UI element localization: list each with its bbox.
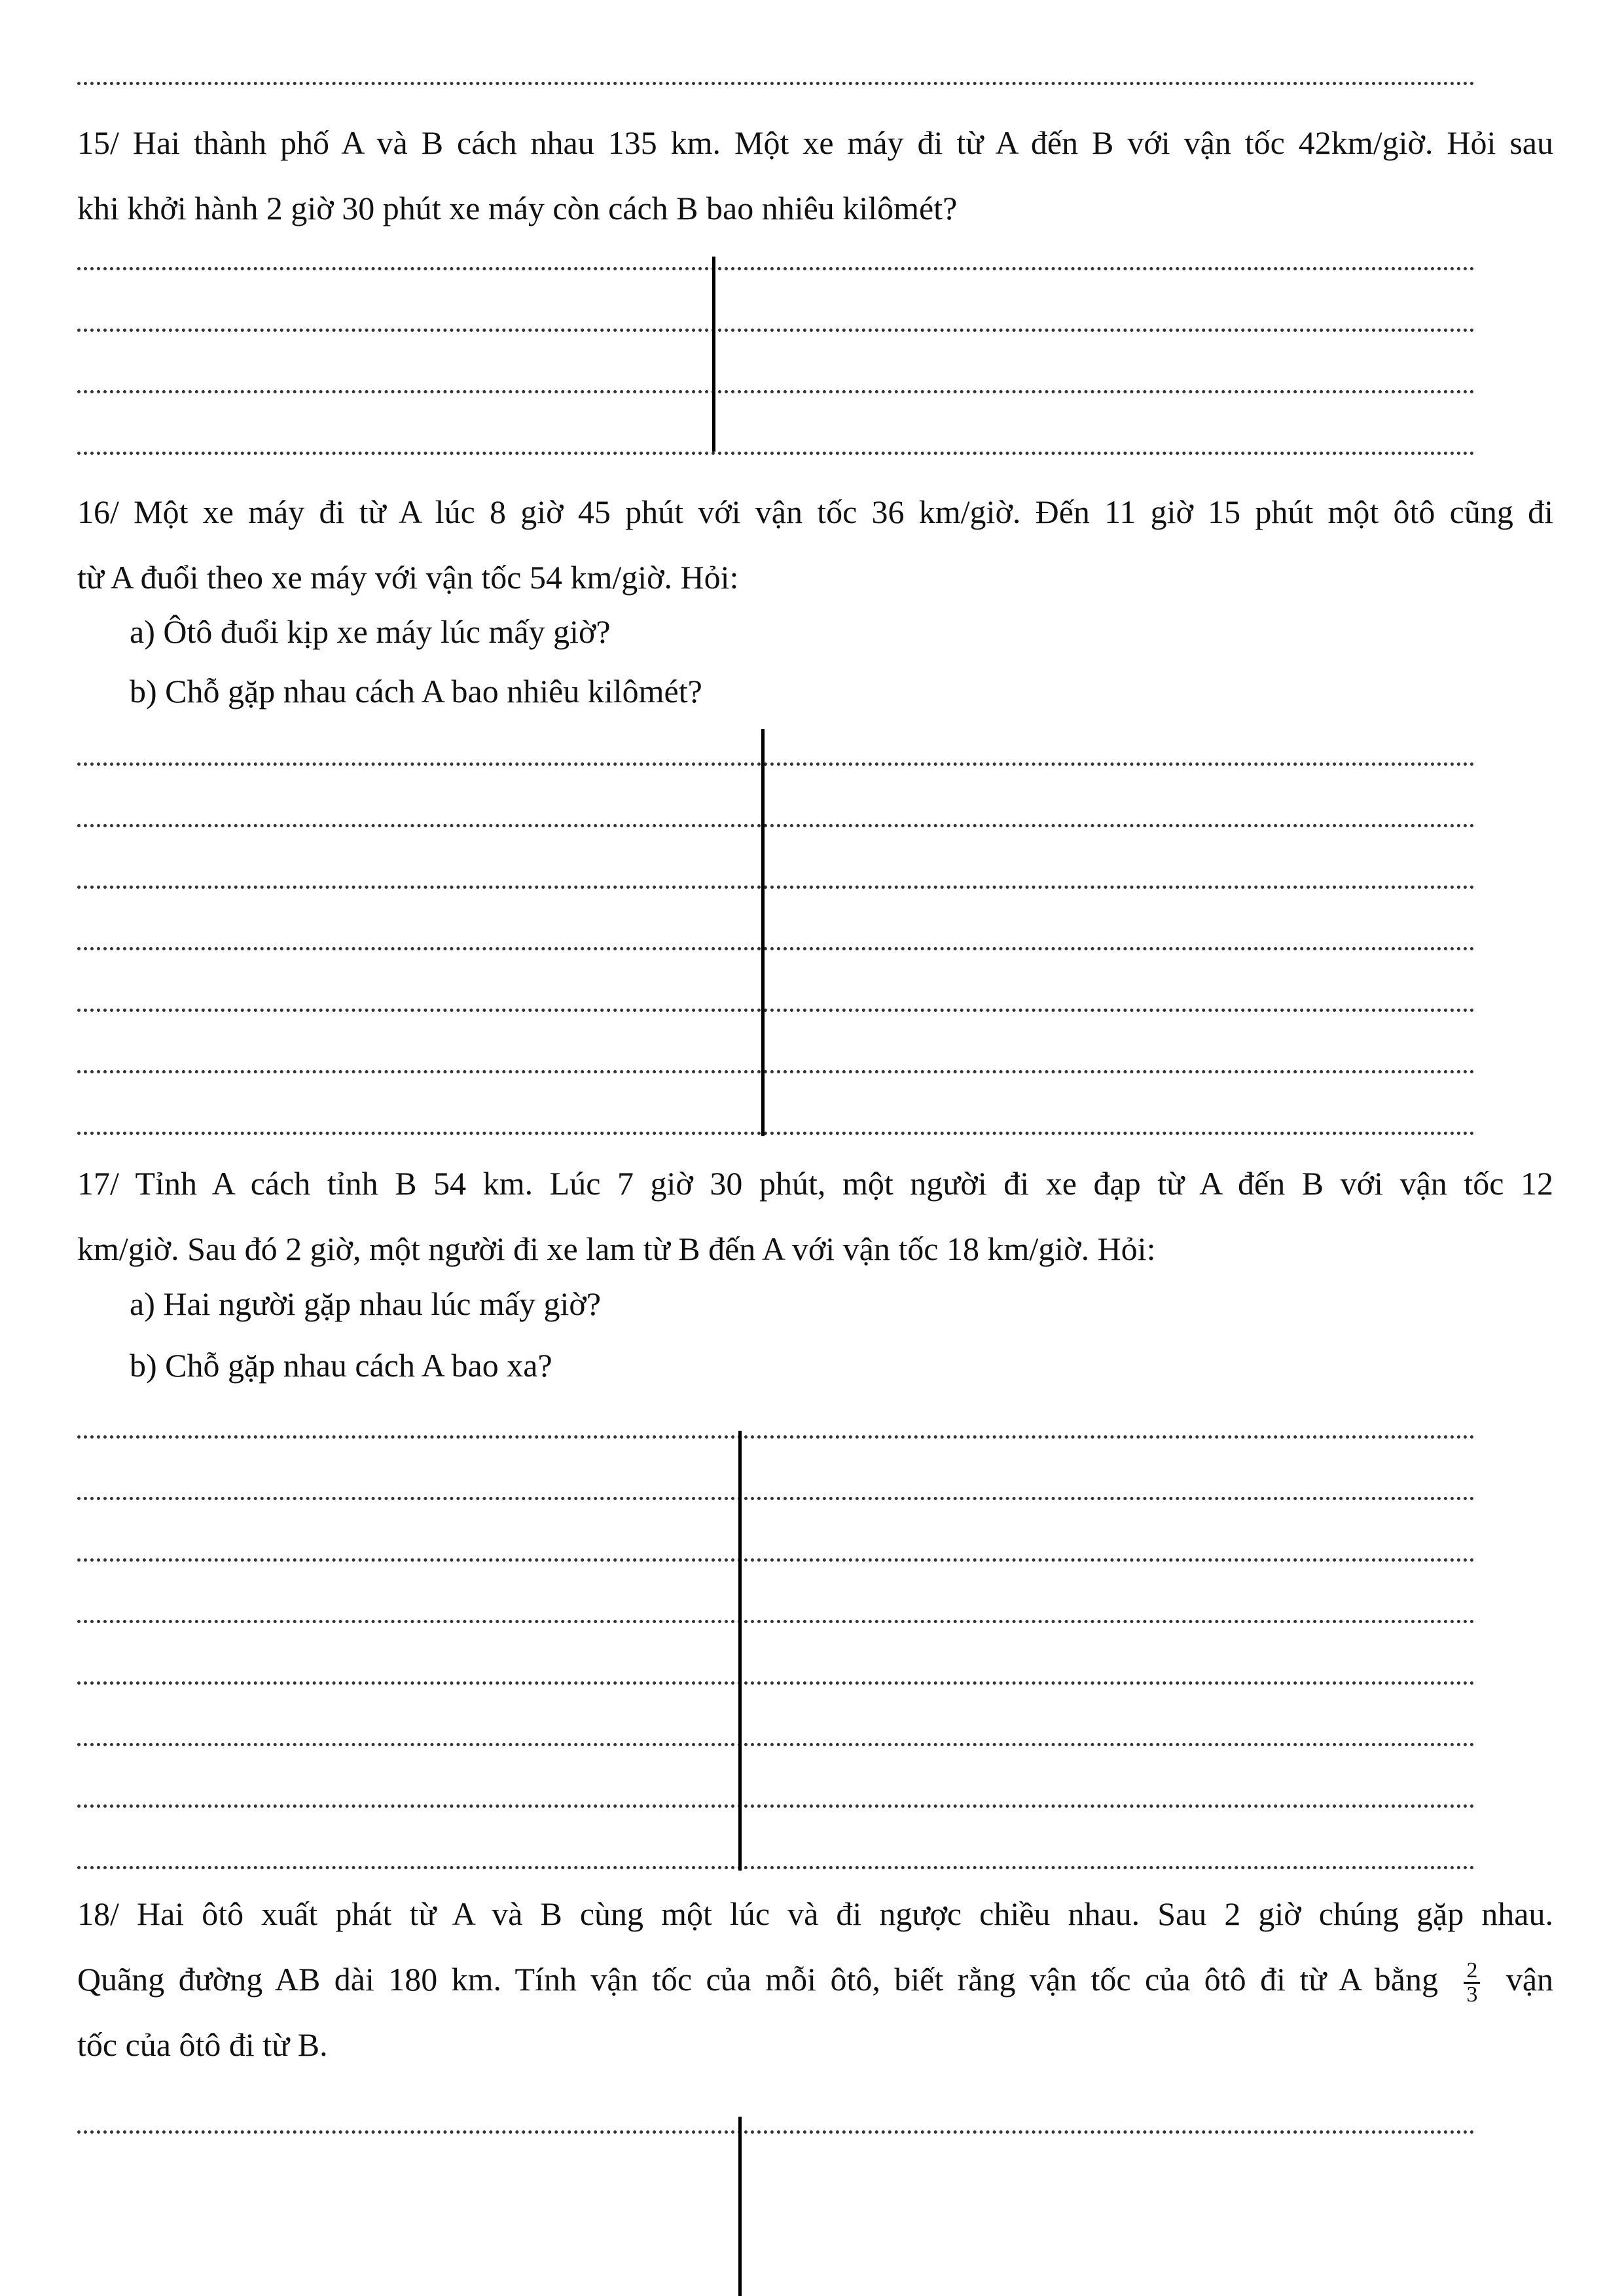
answer-line[interactable]	[77, 442, 1475, 455]
answer-line[interactable]	[77, 1672, 1475, 1685]
answer-line[interactable]	[77, 1856, 1475, 1869]
fraction-two-thirds	[1464, 1960, 1480, 2006]
answer-line[interactable]	[77, 1487, 1475, 1500]
column-divider	[738, 1431, 742, 1871]
question-15-line-2: khi khởi hành 2 giờ 30 phút xe máy còn cách B bao nhiêu kilômét?	[77, 190, 958, 226]
answer-line[interactable]	[77, 937, 1475, 950]
answer-line[interactable]	[77, 814, 1475, 827]
answer-line[interactable]	[77, 1549, 1475, 1562]
answer-line[interactable]	[77, 999, 1475, 1012]
question-17-line-1: 17/ Tỉnh A cách tỉnh B 54 km. Lúc 7 giờ 30 phút, một người đi xe đạp từ A đến B với vận tốc 12	[77, 1165, 1553, 1202]
question-15	[77, 110, 1553, 241]
question-18-line-2-text: Quãng đường AB dài 180 km. Tính vận tốc của mỗi ôtô, biết rằng vận tốc của ôtô đi từ A bằng	[77, 1961, 1438, 1998]
column-divider	[712, 257, 715, 452]
question-18-line-1: 18/ Hai ôtô xuất phát từ A và B cùng một lúc và đi ngược chiều nhau. Sau 2 giờ chúng gặp nhau.	[77, 1895, 1553, 1932]
answer-line[interactable]	[77, 72, 1475, 85]
answer-line[interactable]	[77, 1610, 1475, 1623]
question-18-line-2	[77, 1946, 1553, 2012]
column-divider	[761, 729, 765, 1136]
question-18-line-2-end: vận	[1506, 1961, 1554, 1998]
question-17	[77, 1151, 1553, 1282]
answer-line[interactable]	[77, 1795, 1475, 1808]
fraction-numerator: 2	[1464, 1960, 1480, 1984]
answer-line[interactable]	[77, 1426, 1475, 1439]
answer-line[interactable]	[77, 876, 1475, 889]
question-16-line-2: từ A đuổi theo xe máy với vận tốc 54 km/giờ. Hỏi:	[77, 559, 739, 596]
answer-line[interactable]	[77, 2121, 1475, 2134]
question-18	[77, 1881, 1553, 2077]
question-17-line-2: km/giờ. Sau đó 2 giờ, một người đi xe lam từ B đến A với vận tốc 18 km/giờ. Hỏi:	[77, 1230, 1156, 1267]
answer-line[interactable]	[77, 1122, 1475, 1135]
answer-line[interactable]	[77, 1733, 1475, 1746]
answer-line[interactable]	[77, 257, 1475, 270]
question-16-part-a: a) Ôtô đuổi kịp xe máy lúc mấy giờ?	[130, 613, 611, 650]
question-17-part-a: a) Hai người gặp nhau lúc mấy giờ?	[130, 1285, 602, 1322]
answer-line[interactable]	[77, 753, 1475, 766]
question-15-line-1: 15/ Hai thành phố A và B cách nhau 135 km. Một xe máy đi từ A đến B với vận tốc 42km/giờ. Hỏi sau	[77, 124, 1553, 161]
answer-line[interactable]	[77, 319, 1475, 332]
answer-line[interactable]	[77, 1060, 1475, 1073]
question-17-part-b: b) Chỗ gặp nhau cách A bao xa?	[130, 1347, 552, 1384]
question-16	[77, 479, 1553, 610]
answer-line[interactable]	[77, 380, 1475, 393]
column-divider	[738, 2117, 742, 2296]
question-16-part-b: b) Chỗ gặp nhau cách A bao nhiêu kilômét?	[130, 673, 702, 709]
question-18-line-3: tốc của ôtô đi từ B.	[77, 2026, 328, 2063]
question-16-line-1: 16/ Một xe máy đi từ A lúc 8 giờ 45 phút với vận tốc 36 km/giờ. Đến 11 giờ 15 phút một ôtô cũng đi	[77, 493, 1553, 530]
fraction-denominator: 3	[1466, 1982, 1478, 2007]
